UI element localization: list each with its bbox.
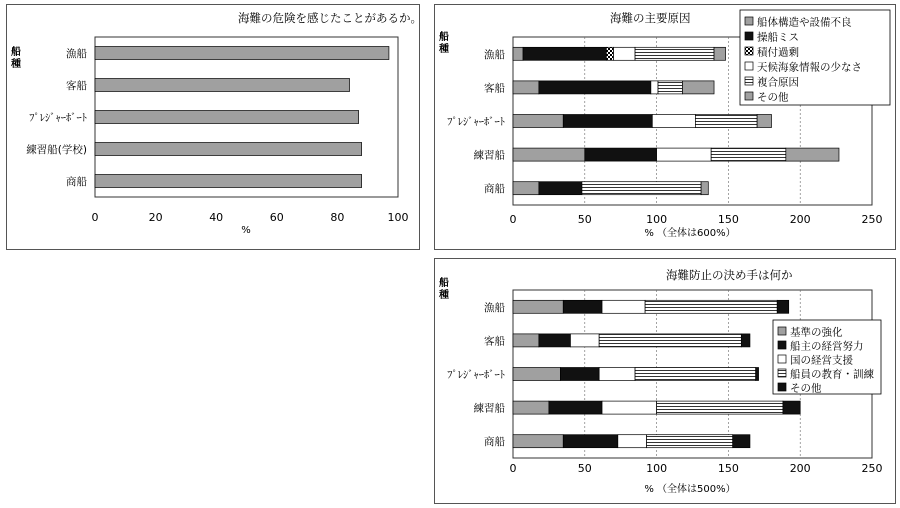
- c2-legend-swatch: [745, 77, 753, 85]
- c2-legend-label: 天候海象情報の少なさ: [757, 61, 862, 74]
- c3-category-label: 漁船: [484, 301, 505, 314]
- c2-x-tick-label: 100: [646, 213, 668, 226]
- c2-category-label: 漁船: [484, 48, 505, 61]
- c2-x-tick-label: 50: [577, 213, 592, 226]
- c3-category-label: 客船: [484, 335, 505, 348]
- c3-bar-segment: [563, 435, 618, 448]
- c2-bar-segment: [757, 115, 771, 128]
- c2-bar-segment: [606, 47, 613, 60]
- c1-x-axis-label: %: [241, 225, 251, 236]
- c2-x-tick-label: 250: [861, 213, 883, 226]
- c2-bar-segment: [539, 182, 582, 195]
- c2-legend-swatch: [745, 47, 753, 55]
- c2-bar-segment: [652, 115, 695, 128]
- c2-bar-segment: [513, 182, 539, 195]
- c1-bar: [95, 79, 350, 92]
- c1-y-axis-label: 船: [11, 47, 21, 58]
- c2-bar-segment: [695, 115, 757, 128]
- c3-x-tick-label: 250: [861, 462, 883, 475]
- c3-legend-swatch: [778, 327, 786, 335]
- c2-legend-label: その他: [757, 91, 789, 104]
- c3-x-tick-label: 200: [789, 462, 811, 475]
- c2-bar-segment: [635, 47, 714, 60]
- c3-bar-segment: [602, 300, 645, 313]
- c1-bar: [95, 47, 389, 60]
- c2-bar-segment: [657, 148, 712, 161]
- c2-y-axis-label: 種: [439, 44, 449, 55]
- c2-x-tick-label: 0: [509, 213, 517, 226]
- c3-x-tick-label: 50: [577, 462, 592, 475]
- c3-bar-segment: [513, 435, 563, 448]
- c2-legend-label: 積付過剰: [757, 46, 799, 59]
- c3-bar-segment: [618, 435, 647, 448]
- c3-x-tick-label: 100: [646, 462, 668, 475]
- c2-bar-segment: [563, 115, 652, 128]
- c3-bar-segment: [563, 300, 602, 313]
- c2-bar-segment: [513, 148, 585, 161]
- c2-category-label: 練習船: [473, 149, 505, 162]
- c1-category-label: 練習船(学校): [26, 144, 87, 156]
- c1-x-tick-label: 20: [148, 211, 163, 224]
- c2-category-label: 商船: [484, 183, 505, 196]
- c2-bar-segment: [513, 115, 563, 128]
- c3-category-label: 商船: [484, 436, 505, 449]
- c1-x-tick-label: 0: [91, 211, 99, 224]
- c3-legend-swatch: [778, 383, 786, 391]
- c2-y-axis-label: 船: [439, 32, 449, 43]
- c2-x-tick-label: 150: [717, 213, 739, 226]
- c2-legend-swatch: [745, 32, 753, 40]
- c3-bar-segment: [733, 435, 750, 448]
- c2-bar-segment: [682, 81, 714, 94]
- c3-bar-segment: [513, 334, 539, 347]
- c3-bar-segment: [570, 334, 599, 347]
- c3-bar-segment: [657, 401, 783, 414]
- c3-legend-label: 船員の教育・訓練: [790, 368, 874, 381]
- c3-bar-segment: [647, 435, 733, 448]
- c3-bar-segment: [513, 368, 560, 381]
- c2-bar-segment: [582, 182, 701, 195]
- c1-bar: [95, 143, 362, 156]
- c2-legend-label: 複合原因: [757, 76, 799, 89]
- c3-bar-segment: [599, 334, 741, 347]
- c3-bar-segment: [560, 368, 599, 381]
- c2-bar-segment: [614, 47, 636, 60]
- c2-bar-segment: [585, 148, 657, 161]
- c3-bar-segment: [602, 401, 657, 414]
- c3-bar-segment: [741, 334, 750, 347]
- c3-bar-segment: [513, 401, 549, 414]
- c3-bar-segment: [599, 368, 635, 381]
- c3-legend-label: その他: [790, 382, 822, 395]
- c3-bar-segment: [513, 300, 563, 313]
- c2-bar-segment: [714, 47, 725, 60]
- c1-x-tick-label: 100: [387, 211, 409, 224]
- c2-bar-segment: [539, 81, 651, 94]
- c2-x-axis-label: % （全体は600%）: [644, 228, 736, 239]
- c2-bar-segment: [513, 81, 539, 94]
- c1-bar: [95, 111, 359, 124]
- c1-y-axis-label: 種: [11, 59, 21, 70]
- c3-bar-segment: [539, 334, 571, 347]
- c2-bar-segment: [786, 148, 839, 161]
- c2-bar-segment: [651, 81, 658, 94]
- c3-bar-segment: [777, 300, 788, 313]
- c2-legend-swatch: [745, 62, 753, 70]
- c1-bar: [95, 175, 362, 188]
- c3-legend-label: 基準の強化: [790, 326, 843, 339]
- c3-chart-title: 海難防止の決め手は何か: [666, 268, 793, 282]
- c1-x-tick-label: 40: [209, 211, 224, 224]
- c1-x-tick-label: 80: [330, 211, 345, 224]
- c1-category-label: 客船: [66, 80, 87, 92]
- c3-bar-segment: [645, 300, 777, 313]
- c3-y-axis-label: 船: [439, 278, 449, 289]
- c2-bar-segment: [513, 47, 523, 60]
- c3-x-axis-label: % （全体は500%）: [644, 484, 736, 495]
- c3-bar-segment: [756, 368, 759, 381]
- c3-x-tick-label: 0: [509, 462, 517, 475]
- c2-chart-title: 海難の主要原因: [610, 11, 691, 25]
- c2-bar-segment: [658, 81, 682, 94]
- c3-category-label: ﾌﾟﾚｼﾞｬｰﾎﾞｰﾄ: [447, 369, 505, 381]
- c2-category-label: ﾌﾟﾚｼﾞｬｰﾎﾞｰﾄ: [447, 116, 505, 128]
- c2-bar-segment: [701, 182, 708, 195]
- c1-category-label: 商船: [66, 176, 87, 188]
- c1-x-tick-label: 60: [269, 211, 284, 224]
- c3-bar-segment: [635, 368, 756, 381]
- c3-x-tick-label: 150: [717, 462, 739, 475]
- c3-bar-segment: [549, 401, 602, 414]
- c2-category-label: 客船: [484, 82, 505, 95]
- c1-category-label: ﾌﾟﾚｼﾞｬｰﾎﾞｰﾄ: [29, 112, 87, 124]
- c2-legend-label: 船体構造や設備不良: [757, 16, 852, 29]
- c3-legend-swatch: [778, 341, 786, 349]
- c1-chart-title: 海難の危険を感じたことがあるか。: [238, 11, 422, 25]
- c3-bar-segment: [783, 401, 800, 414]
- c2-legend-label: 操船ミス: [757, 31, 799, 44]
- c2-bar-segment: [711, 148, 786, 161]
- c1-category-label: 漁船: [66, 48, 87, 60]
- c3-y-axis-label: 種: [439, 290, 449, 301]
- c2-bar-segment: [523, 47, 606, 60]
- c2-legend-swatch: [745, 17, 753, 25]
- c3-legend-label: 船主の経営努力: [790, 340, 864, 353]
- c3-legend-swatch: [778, 355, 786, 363]
- c3-legend-label: 国の経営支援: [790, 354, 853, 367]
- c3-category-label: 練習船: [473, 402, 505, 415]
- c2-x-tick-label: 200: [789, 213, 811, 226]
- c2-legend-swatch: [745, 92, 753, 100]
- c3-legend-swatch: [778, 369, 786, 377]
